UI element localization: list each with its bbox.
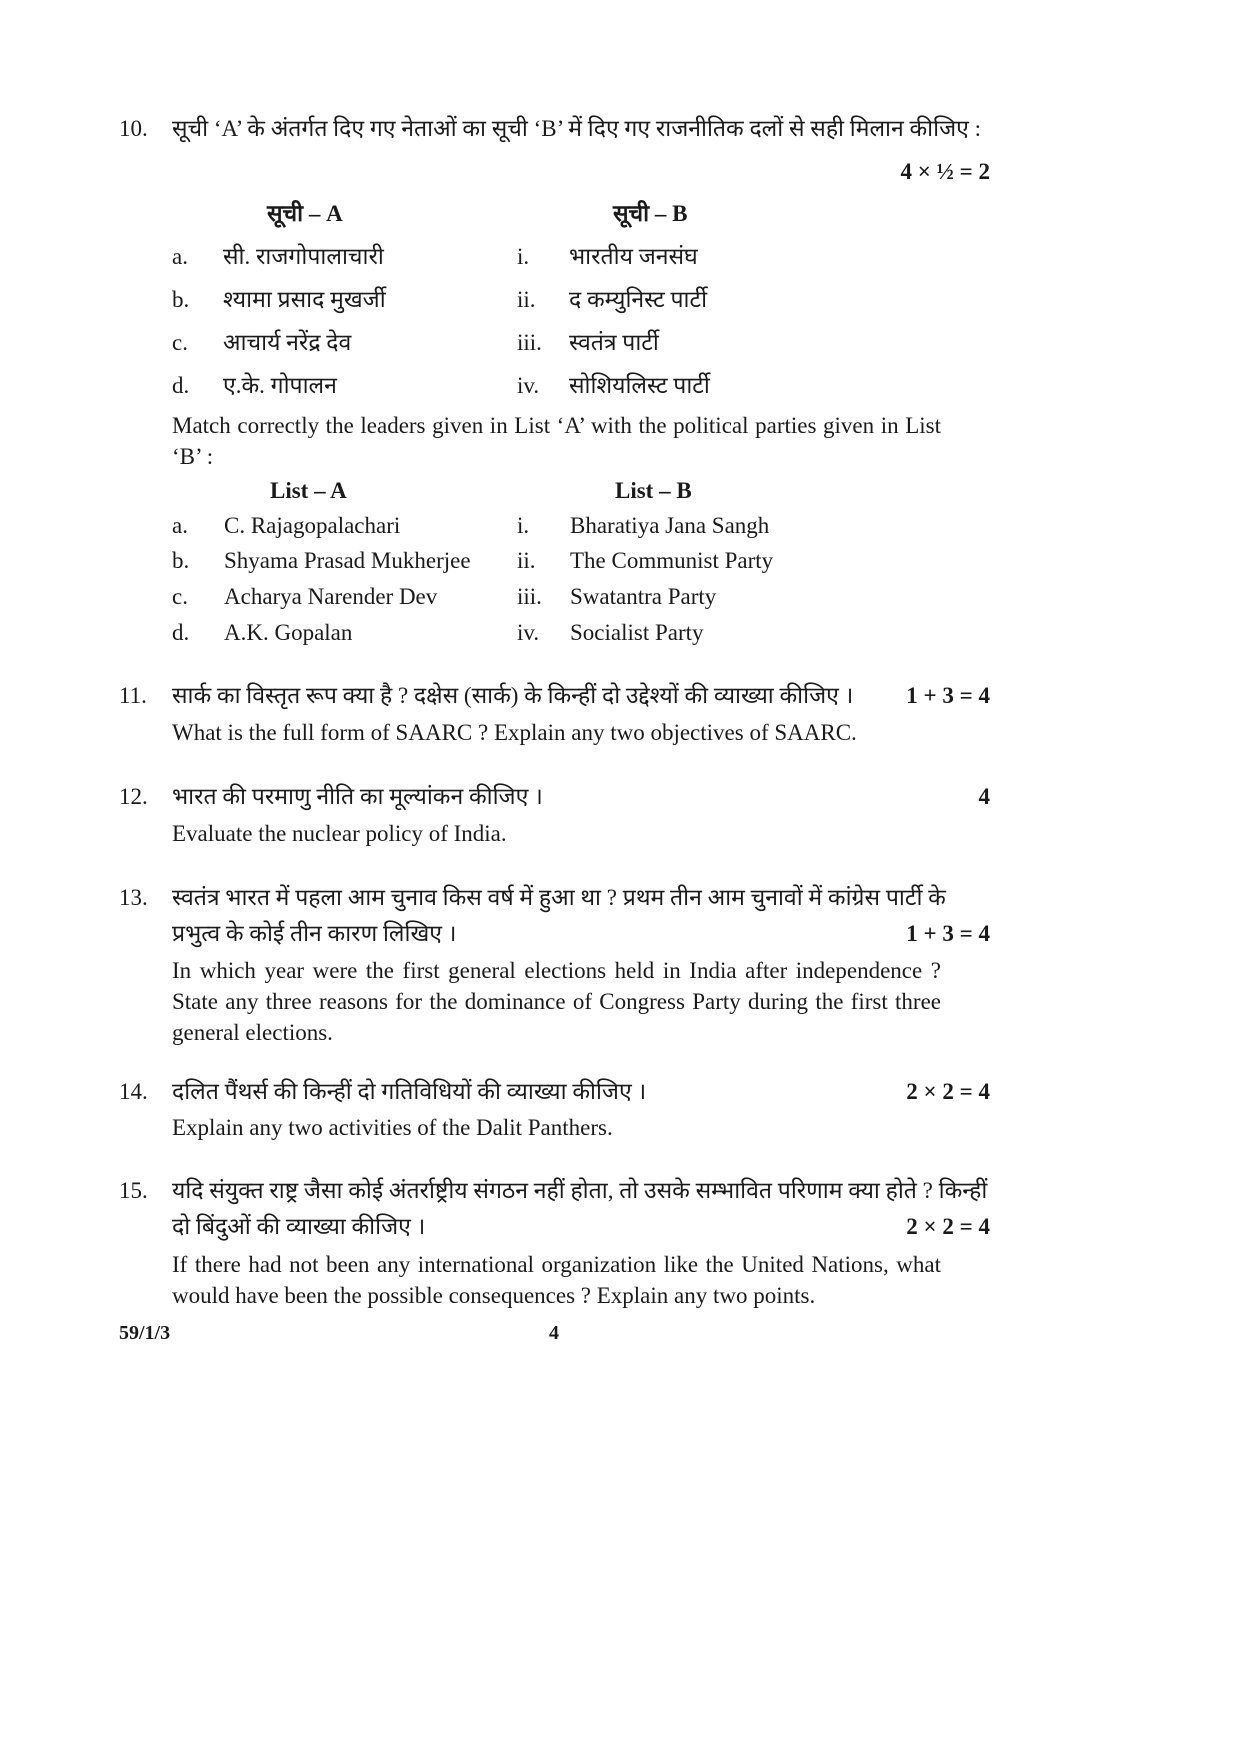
list-a-label: a.	[172, 513, 188, 538]
list-a-item: श्यामा प्रसाद मुखर्जी	[223, 287, 386, 312]
marks: 2 × 2 = 4	[906, 1079, 990, 1104]
list-a-label: c.	[172, 584, 188, 609]
list-a-item: सी. राजगोपालाचारी	[223, 244, 384, 269]
list-a-label: d.	[172, 620, 190, 645]
list-b-item: स्वतंत्र पार्टी	[569, 330, 659, 355]
question-text-english: What is the full form of SAARC ? Explain any two objectives of SAARC.	[172, 720, 857, 745]
list-a-item: A.K. Gopalan	[224, 620, 353, 645]
question-number: 15.	[119, 1178, 148, 1203]
list-b-label: i.	[517, 244, 530, 269]
list-b-item: भारतीय जनसंघ	[569, 244, 698, 269]
question-text-english: Explain any two activities of the Dalit Panthers.	[172, 1115, 613, 1140]
list-b-item: Swatantra Party	[570, 584, 717, 609]
list-b-item: Socialist Party	[570, 620, 704, 645]
question-text-english: If there had not been any international organization like the United Nations, what would have been the possible consequences ? Explain any two points.	[172, 1252, 941, 1308]
list-b-label: iii.	[517, 584, 542, 609]
list-b-heading: List – B	[615, 478, 692, 503]
question-text-hindi: दलित पैंथर्स की किन्हीं दो गतिविधियों की व्याख्या कीजिए ।	[172, 1079, 647, 1104]
list-b-item: सोशियलिस्ट पार्टी	[569, 373, 710, 398]
list-b-label: iv.	[517, 620, 540, 645]
list-b-item: द कम्युनिस्ट पार्टी	[569, 287, 708, 312]
list-a-item: Acharya Narender Dev	[224, 584, 438, 609]
list-b-label: iv.	[517, 373, 540, 398]
list-b-label: i.	[517, 513, 530, 538]
list-b-label: iii.	[517, 330, 542, 355]
list-a-item: Shyama Prasad Mukherjee	[224, 548, 471, 573]
question-text-hindi-line1: स्वतंत्र भारत में पहला आम चुनाव किस वर्ष में हुआ था ? प्रथम तीन आम चुनावों में कांग्रेस पार्टी के	[172, 885, 946, 910]
list-b-heading-hindi: सूची – B	[613, 201, 688, 226]
marks: 4	[978, 784, 990, 809]
marks: 1 + 3 = 4	[906, 921, 990, 946]
list-b-item: Bharatiya Jana Sangh	[570, 513, 770, 538]
list-a-label: b.	[172, 287, 190, 312]
question-number: 12.	[119, 784, 148, 809]
list-b-label: ii.	[517, 548, 536, 573]
question-number: 14.	[119, 1079, 148, 1104]
list-a-label: b.	[172, 548, 190, 573]
list-a-label: a.	[172, 244, 188, 269]
page-number: 4	[549, 1322, 559, 1344]
question-text-hindi: भारत की परमाणु नीति का मूल्यांकन कीजिए ।	[172, 784, 543, 809]
question-number: 10.	[119, 116, 148, 141]
list-a-item: ए.के. गोपालन	[223, 373, 337, 398]
question-text-hindi: सूची ‘A’ के अंतर्गत दिए गए नेताओं का सूची ‘B’ में दिए गए राजनीतिक दलों से सही मिलान कीजिए :	[172, 116, 982, 141]
question-text-english: Evaluate the nuclear policy of India.	[172, 821, 507, 846]
question-number: 13.	[119, 885, 148, 910]
list-a-label: c.	[172, 330, 188, 355]
list-a-item: आचार्य नरेंद्र देव	[223, 330, 352, 355]
question-text-hindi-line2: दो बिंदुओं की व्याख्या कीजिए ।	[172, 1214, 426, 1239]
question-text-english: In which year were the first general elections held in India after independence ? State any three reasons for the dominance of Congress Party during the first three general elections.	[172, 958, 941, 1045]
list-a-heading: List – A	[270, 478, 347, 503]
list-a-item: C. Rajagopalachari	[224, 513, 401, 538]
list-b-item: The Communist Party	[570, 548, 774, 573]
question-text-hindi-line2: प्रभुत्व के कोई तीन कारण लिखिए ।	[172, 921, 457, 946]
marks: 4 × ½ = 2	[900, 159, 990, 184]
question-text-hindi-line1: यदि संयुक्त राष्ट्र जैसा कोई अंतर्राष्ट्रीय संगठन नहीं होता, तो उसके सम्भावित परिणाम क्या होते ? किन्हीं	[172, 1178, 988, 1203]
question-text-english: Match correctly the leaders given in List ‘A’ with the political parties given in List ‘B’ :	[172, 413, 941, 469]
paper-code: 59/1/3	[119, 1322, 171, 1344]
list-b-label: ii.	[517, 287, 536, 312]
marks: 1 + 3 = 4	[906, 683, 990, 708]
marks: 2 × 2 = 4	[906, 1214, 990, 1239]
question-text-hindi: सार्क का विस्तृत रूप क्या है ? दक्षेस (सार्क) के किन्हीं दो उद्देश्यों की व्याख्या कीजिए ।	[172, 683, 854, 708]
question-number: 11.	[119, 683, 147, 708]
list-a-label: d.	[172, 373, 190, 398]
list-a-heading-hindi: सूची – A	[267, 201, 343, 226]
